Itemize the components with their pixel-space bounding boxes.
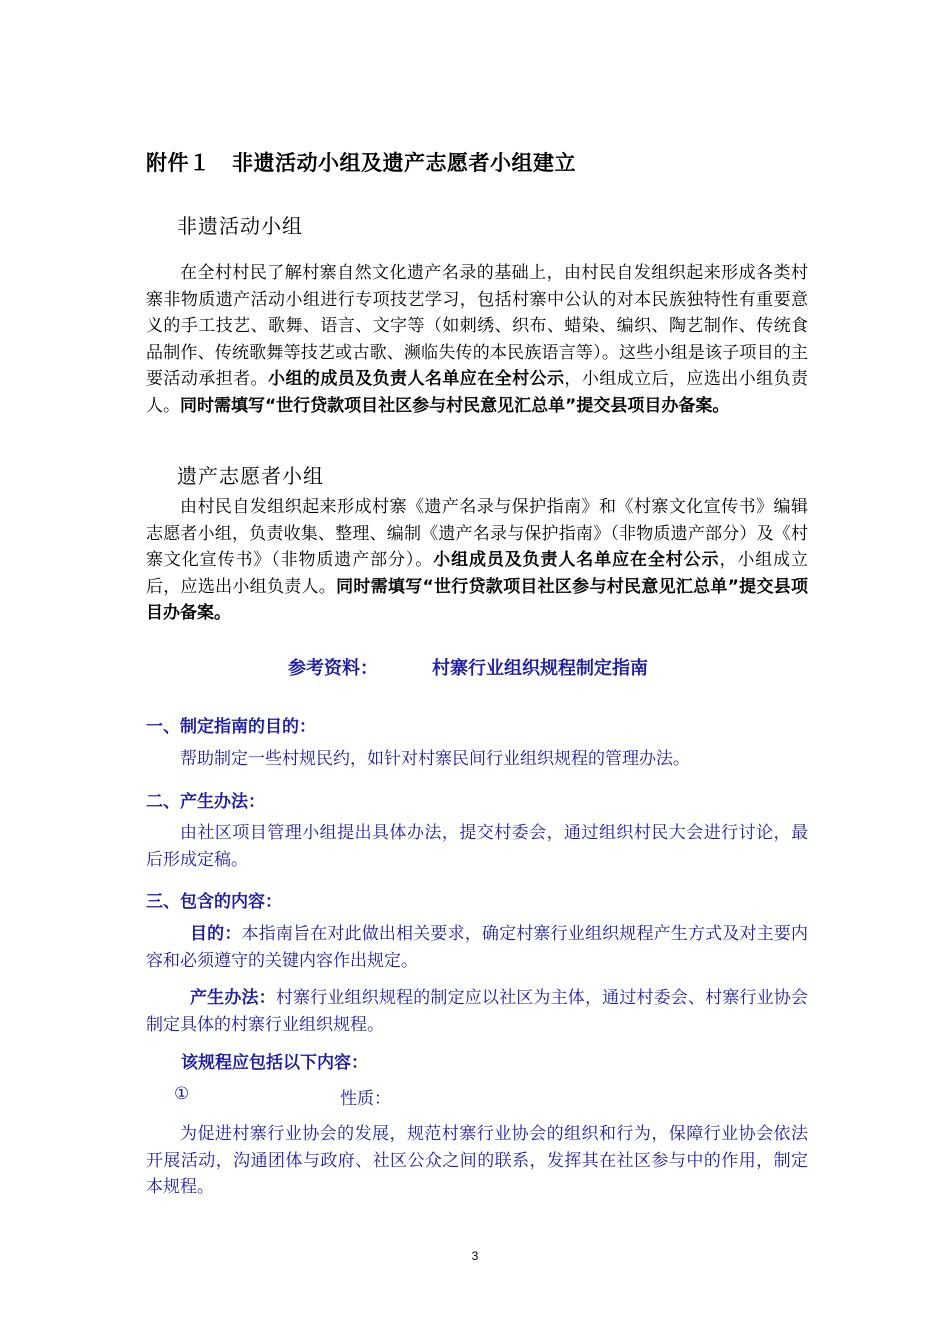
attachment-title: 附件１ 非遗活动小组及遗产志愿者小组建立	[146, 151, 576, 175]
item1-label: 性质：	[340, 1089, 391, 1109]
method-text: 村寨行业组织规程的制定应以社区为主体，通过村委会、村寨行业协会制定具体的村寨行业组织规程。	[146, 988, 809, 1035]
item1-number: ①	[174, 1084, 190, 1104]
guide-method-paragraph	[146, 985, 808, 1038]
purpose-text: 本指南旨在对此做出相关要求，确定村寨行业组织规程产生方式及对主要内容和必须遵守的关键内容作出规定。	[146, 924, 808, 971]
guide-section2-text: 由社区项目管理小组提出具体办法，提交村委会，通过组织村民大会进行讨论，最后形成定稿。	[146, 823, 808, 870]
guide-section1-text: 帮助制定一些村规民约，如针对村寨民间行业组织规程的管理办法。	[180, 749, 690, 769]
paragraph-text: 在全村村民了解村寨自然文化遗产名录的基础上，由村民自发组织起来形成各类村寨非物质遗产活动小组进行专项技艺学习，包括村寨中公认的对本民族独特性有重要意义的手工技艺、歌舞、语言、文字等（如刺绣、织布、蜡染、编织、陶艺制作、传统食品制作、传统歌舞等技艺或古歌、濒临失传的本民族语言等）。这些小组是该子项目的主要活动承担者。	[146, 263, 808, 389]
method-label: 产生办法：	[190, 988, 276, 1008]
section-heading-heritage-activity-group: 非遗活动小组	[177, 214, 303, 238]
guide-section3-heading: 三、包含的内容：	[146, 892, 282, 912]
reference-title: 村寨行业组织规程制定指南	[432, 658, 648, 679]
include-heading: 该规程应包括以下内容：	[181, 1053, 368, 1073]
section-paragraph-heritage-activity-group	[146, 260, 808, 419]
page-number: 3	[471, 1249, 479, 1263]
purpose-label: 目的：	[190, 924, 242, 944]
paragraph-bold-text: 同时需填写“世行贷款项目社区参与村民意见汇总单”提交县项目办备案。	[180, 395, 730, 416]
section-paragraph-volunteer-group	[146, 494, 808, 627]
paragraph-bold-text: 同时需填写“世行贷款项目社区参与村民意见汇总单”提交县项目办备案。	[146, 576, 808, 623]
paragraph-text: ，小组成立后，应选出小组负责人。	[146, 369, 809, 416]
paragraph-text: 由村民自发组织起来形成村寨《遗产名录与保护指南》和《村寨文化宣传书》编辑志愿者小组，负责收集、整理、编制《遗产名录与保护指南》（非物质遗产部分）及《村寨文化宣传书》（非物质遗产部分）。	[146, 497, 808, 570]
paragraph-text: ，小组成立后，应选出小组负责人。	[146, 550, 809, 597]
item1-text: 为促进村寨行业协会的发展，规范村寨行业协会的组织和行为，保障行业协会依法开展活动，沟通团体与政府、社区公众之间的联系，发挥其在社区参与中的作用，制定本规程。	[146, 1124, 808, 1197]
guide-section1-heading: 一、制定指南的目的：	[146, 717, 316, 737]
reference-label: 参考资料：	[288, 658, 378, 679]
paragraph-bold-text: 小组成员及负责人名单应在全村公示	[433, 550, 720, 570]
guide-purpose-paragraph	[146, 921, 808, 974]
section-heading-volunteer-group: 遗产志愿者小组	[177, 464, 324, 488]
paragraph-bold-text: 小组的成员及负责人名单应在全村公示	[268, 369, 565, 389]
guide-section2-heading: 二、产生办法：	[146, 792, 265, 812]
